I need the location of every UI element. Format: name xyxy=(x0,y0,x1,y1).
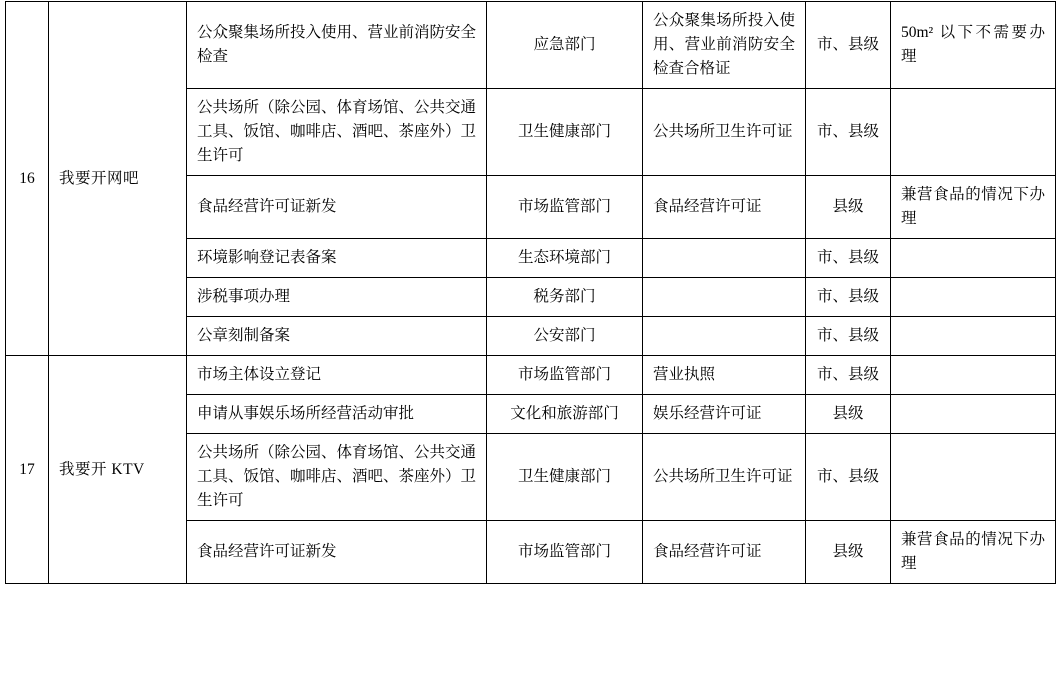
cell-matter: 公众聚集场所投入使用、营业前消防安全检查 xyxy=(187,2,487,89)
cell-department: 卫生健康部门 xyxy=(487,434,643,521)
cell-result: 娱乐经营许可证 xyxy=(643,395,806,434)
cell-level: 县级 xyxy=(806,521,891,584)
cell-result: 营业执照 xyxy=(643,356,806,395)
row-item-name: 我要开 KTV xyxy=(49,356,187,584)
service-matters-table xyxy=(5,1,1056,584)
cell-note: 兼营食品的情况下办理 xyxy=(891,176,1056,239)
cell-level: 市、县级 xyxy=(806,434,891,521)
cell-matter: 申请从事娱乐场所经营活动审批 xyxy=(187,395,487,434)
table-row xyxy=(6,356,1056,395)
cell-matter: 市场主体设立登记 xyxy=(187,356,487,395)
cell-note xyxy=(891,278,1056,317)
cell-department: 公安部门 xyxy=(487,317,643,356)
cell-matter: 食品经营许可证新发 xyxy=(187,176,487,239)
cell-result: 公共场所卫生许可证 xyxy=(643,89,806,176)
cell-matter: 环境影响登记表备案 xyxy=(187,239,487,278)
cell-note: 50m² 以下不需要办理 xyxy=(891,2,1056,89)
cell-result xyxy=(643,317,806,356)
cell-result: 公众聚集场所投入使用、营业前消防安全检查合格证 xyxy=(643,2,806,89)
cell-department: 市场监管部门 xyxy=(487,176,643,239)
row-index: 16 xyxy=(6,2,49,356)
cell-department: 文化和旅游部门 xyxy=(487,395,643,434)
cell-department: 税务部门 xyxy=(487,278,643,317)
cell-level: 县级 xyxy=(806,176,891,239)
cell-department: 生态环境部门 xyxy=(487,239,643,278)
cell-department: 应急部门 xyxy=(487,2,643,89)
cell-matter: 公章刻制备案 xyxy=(187,317,487,356)
cell-level: 市、县级 xyxy=(806,278,891,317)
cell-note xyxy=(891,395,1056,434)
cell-level: 市、县级 xyxy=(806,239,891,278)
row-index: 17 xyxy=(6,356,49,584)
cell-result xyxy=(643,278,806,317)
cell-note xyxy=(891,434,1056,521)
cell-level: 市、县级 xyxy=(806,89,891,176)
cell-result: 食品经营许可证 xyxy=(643,521,806,584)
row-item-name: 我要开网吧 xyxy=(49,2,187,356)
cell-note xyxy=(891,89,1056,176)
cell-note xyxy=(891,356,1056,395)
cell-matter: 涉税事项办理 xyxy=(187,278,487,317)
cell-level: 县级 xyxy=(806,395,891,434)
cell-note xyxy=(891,239,1056,278)
cell-note xyxy=(891,317,1056,356)
table-row xyxy=(6,2,1056,89)
cell-result: 公共场所卫生许可证 xyxy=(643,434,806,521)
cell-level: 市、县级 xyxy=(806,317,891,356)
cell-matter: 食品经营许可证新发 xyxy=(187,521,487,584)
cell-level: 市、县级 xyxy=(806,2,891,89)
cell-result: 食品经营许可证 xyxy=(643,176,806,239)
cell-department: 市场监管部门 xyxy=(487,356,643,395)
cell-matter: 公共场所（除公园、体育场馆、公共交通工具、饭馆、咖啡店、酒吧、茶座外）卫生许可 xyxy=(187,434,487,521)
cell-result xyxy=(643,239,806,278)
cell-department: 卫生健康部门 xyxy=(487,89,643,176)
cell-department: 市场监管部门 xyxy=(487,521,643,584)
cell-note: 兼营食品的情况下办理 xyxy=(891,521,1056,584)
cell-level: 市、县级 xyxy=(806,356,891,395)
cell-matter: 公共场所（除公园、体育场馆、公共交通工具、饭馆、咖啡店、酒吧、茶座外）卫生许可 xyxy=(187,89,487,176)
